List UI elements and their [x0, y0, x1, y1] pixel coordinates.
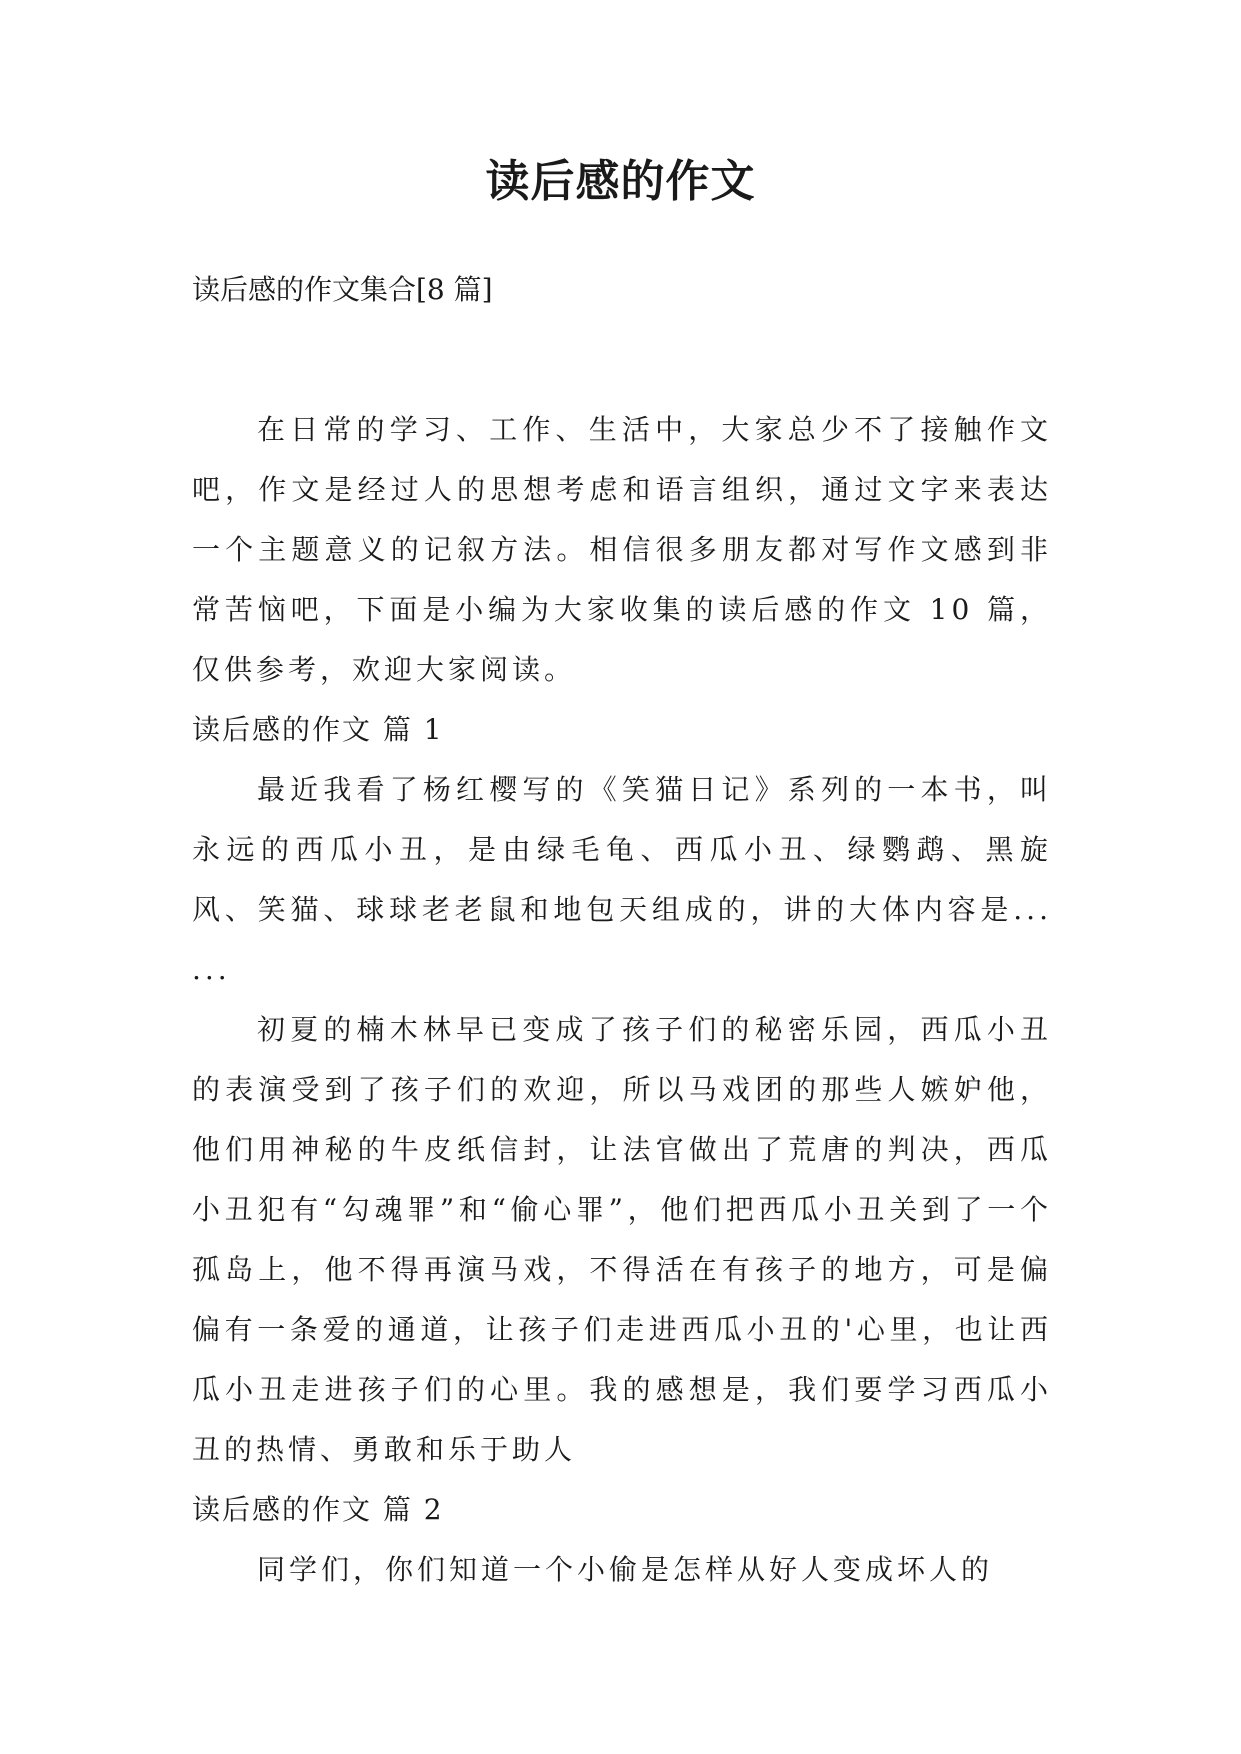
section2-paragraph-1: 同学们，你们知道一个小偷是怎样从好人变成坏人的: [257, 1553, 994, 1586]
intro-paragraph: 在日常的学习、工作、生活中，大家总少不了接触作文吧，作文是经过人的思想考虑和语言组织，通过文字来表达一个主题意义的记叙方法。相信很多朋友都对写作文感到非常苦恼吧，下面是小编为大家收集的读后感的作文 10 篇，仅供参考，欢迎大家阅读。: [192, 413, 1052, 686]
section-heading-2: 读后感的作文 篇 2: [192, 1493, 444, 1526]
document-body: [192, 400, 1052, 1600]
section1-paragraph-2: 初夏的楠木林早已变成了孩子们的秘密乐园，西瓜小丑的表演受到了孩子们的欢迎，所以马戏团的那些人嫉妒他，他们用神秘的牛皮纸信封，让法官做出了荒唐的判决，西瓜小丑犯有“勾魂罪”和“偷心罪”，他们把西瓜小丑关到了一个孤岛上，他不得再演马戏，不得活在有孩子的地方，可是偏偏有一条爱的通道，让孩子们走进西瓜小丑的'心里，也让西瓜小丑走进孩子们的心里。我的感想是，我们要学习西瓜小丑的热情、勇敢和乐于助人: [192, 1013, 1052, 1466]
page-title: 读后感的作文: [485, 156, 756, 207]
section1-paragraph-1: 最近我看了杨红樱写的《笑猫日记》系列的一本书，叫永远的西瓜小丑，是由绿毛龟、西瓜小丑、绿鹦鹉、黑旋风、笑猫、球球老老鼠和地包天组成的，讲的大体内容是... ...: [192, 773, 1052, 986]
document-subtitle: 读后感的作文集合[8 篇]: [192, 273, 493, 306]
section-heading-1: 读后感的作文 篇 1: [192, 713, 444, 746]
